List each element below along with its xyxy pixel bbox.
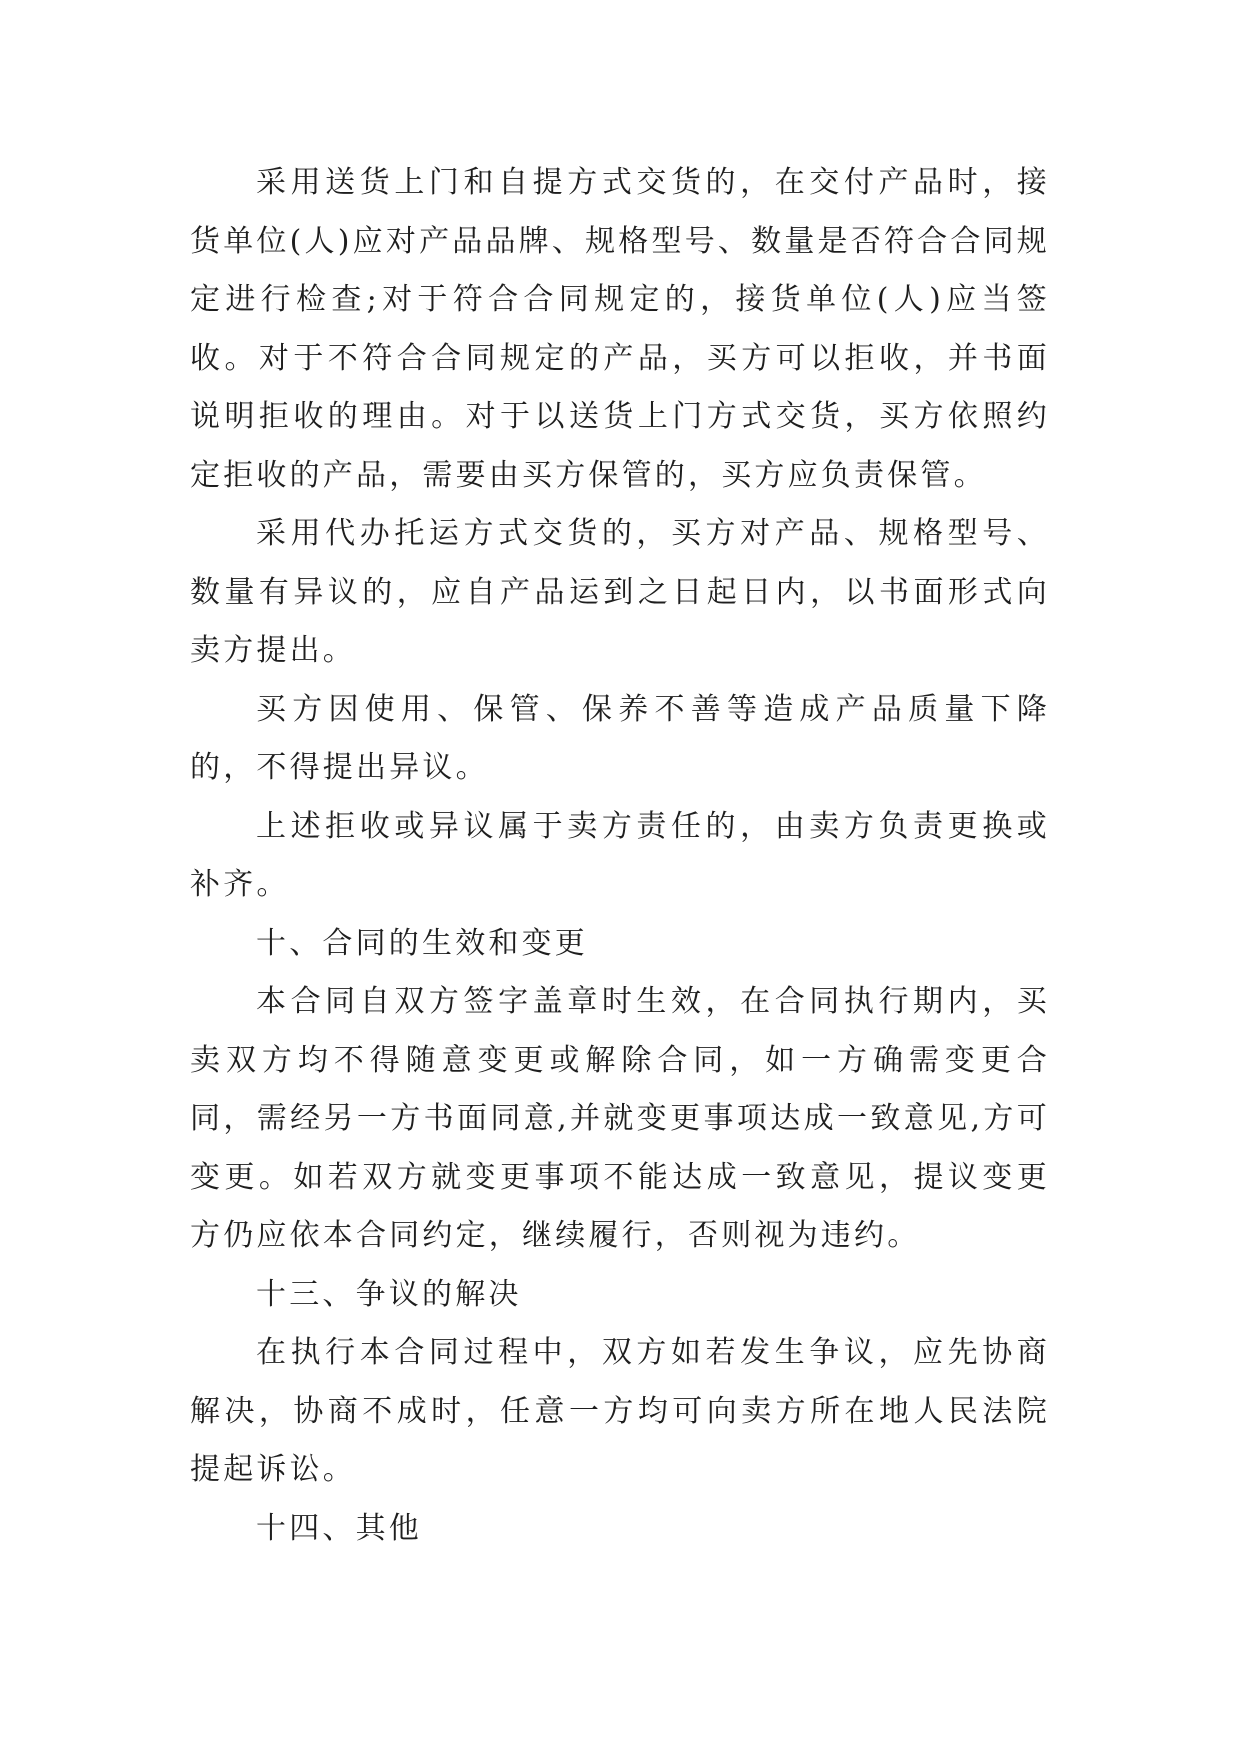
paragraph-effect-and-change: 本合同自双方签字盖章时生效，在合同执行期内，买卖双方均不得随意变更或解除合同，如一方确需变更合同，需经另一方书面同意,并就变更事项达成一致意见,方可变更。如若双方就变更事项不能达成一致意见，提议变更方仍应依本合同约定，继续履行，否则视为违约。	[190, 984, 1050, 1253]
paragraph-consignment-objection: 采用代办托运方式交货的，买方对产品、规格型号、数量有异议的，应自产品运到之日起日内，以书面形式向卖方提出。	[190, 516, 1050, 668]
paragraph-delivery-inspection: 采用送货上门和自提方式交货的，在交付产品时，接货单位(人)应对产品品牌、规格型号、数量是否符合合同规定进行检查;对于符合合同规定的，接货单位(人)应当签收。对于不符合合同规定的产品，买方可以拒收，并书面说明拒收的理由。对于以送货上门方式交货，买方依照约定拒收的产品，需要由买方保管的，买方应负责保管。	[190, 165, 1050, 493]
paragraph-buyer-fault: 买方因使用、保管、保养不善等造成产品质量下降的，不得提出异议。	[190, 691, 1050, 785]
paragraph-seller-responsibility: 上述拒收或异议属于卖方责任的，由卖方负责更换或补齐。	[190, 808, 1050, 902]
section-heading-other: 十四、其他	[256, 1510, 422, 1546]
section-heading-effect-and-change: 十、合同的生效和变更	[256, 925, 588, 961]
document-body	[190, 154, 1050, 1558]
section-heading-dispute-resolution: 十三、争议的解决	[256, 1276, 522, 1312]
paragraph-dispute-resolution: 在执行本合同过程中，双方如若发生争议，应先协商解决，协商不成时，任意一方均可向卖方所在地人民法院提起诉讼。	[190, 1335, 1050, 1487]
